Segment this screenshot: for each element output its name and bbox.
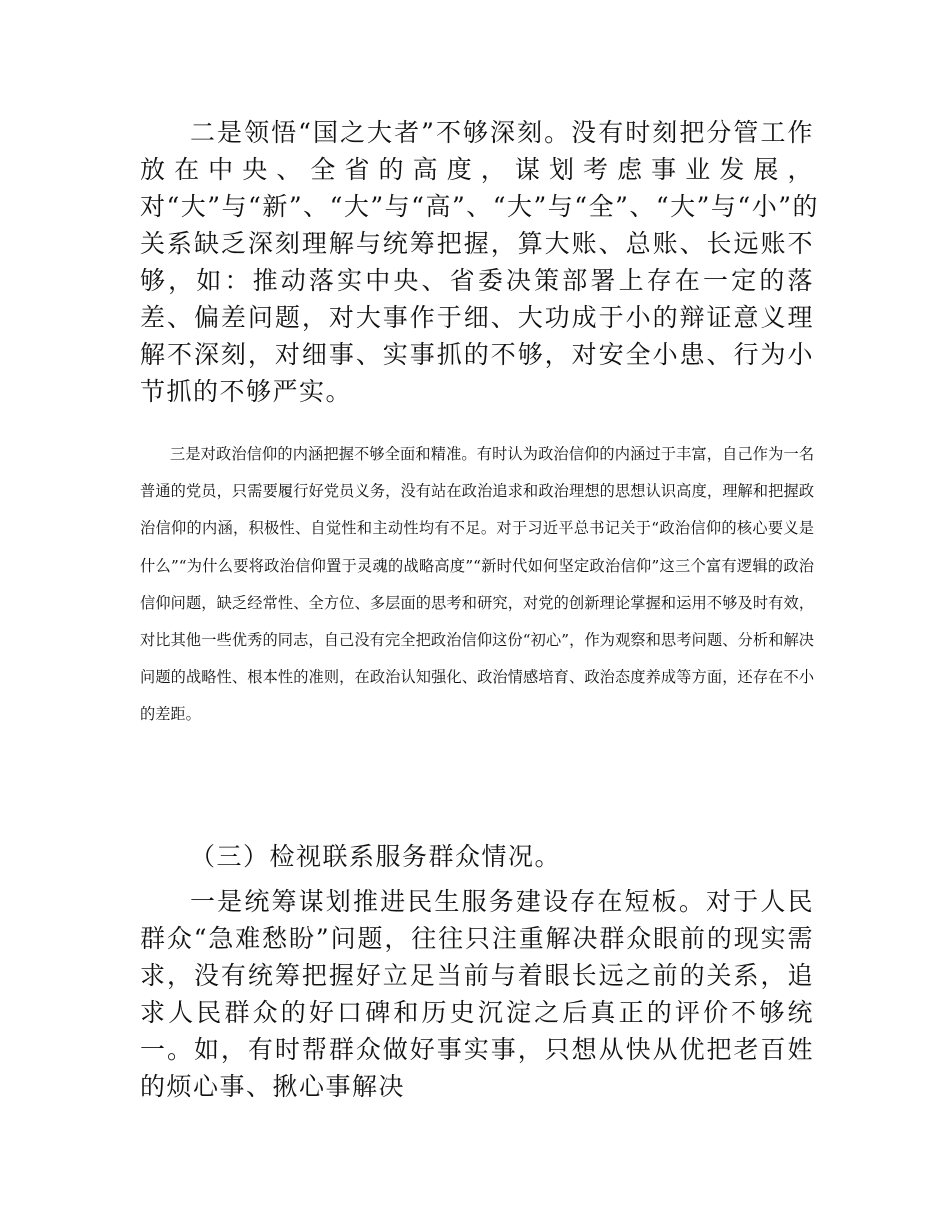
paragraph-public-service: 一是统筹谋划推进民生服务建设存在短板。对于人民群众“急难愁盼”问题，往往只注重解决群众眼前的现实需求，没有统筹把握好立足当前与着眼长远之前的关系，追求人民群众的好口碑和历史沉淀之后真正的评价不够统一。如，有时帮群众做好事实事，只想从快从优把老百姓的烦心事、揪心事解决: [140, 887, 814, 1101]
paragraph-political-awareness: 二是领悟“国之大者”不够深刻。没有时刻把分管工作放在中央、全省的高度，谋划考虑事业发展，对“大”与“新”、“大”与“高”、“大”与“全”、“大”与“小”的关系缺乏深刻理解与统筹把握，算大账、总账、长远账不够，如：推动落实中央、省委决策部署上存在一定的落差、偏差问题，对大事作于细、大功成于小的辩证意义理解不深刻，对细事、实事抓的不够，对安全小患、行为小节抓的不够严实。: [140, 118, 819, 406]
paragraph-political-belief: 三是对政治信仰的内涵把握不够全面和精准。有时认为政治信仰的内涵过于丰富，自己作为一名普通的党员，只需要履行好党员义务，没有站在政治追求和政治理想的思想认识高度，理解和把握政治信仰的内涵，积极性、自觉性和主动性均有不足。对于习近平总书记关于“政治信仰的核心要义是什么”“为什么要将政治信仰置于灵魂的战略高度”“新时代如何坚定政治信仰”这三个富有逻辑的政治信仰问题，缺乏经常性、全方位、多层面的思考和研究，对党的创新理论掌握和运用不够及时有效，对比其他一些优秀的同志，自己没有完全把政治信仰这份“初心”，作为观察和思考问题、分析和解决问题的战略性、根本性的准则，在政治认知强化、政治情感培育、政治态度养成等方面，还存在不小的差距。: [140, 445, 814, 724]
section-heading: （三）检视联系服务群众情况。: [190, 842, 562, 871]
